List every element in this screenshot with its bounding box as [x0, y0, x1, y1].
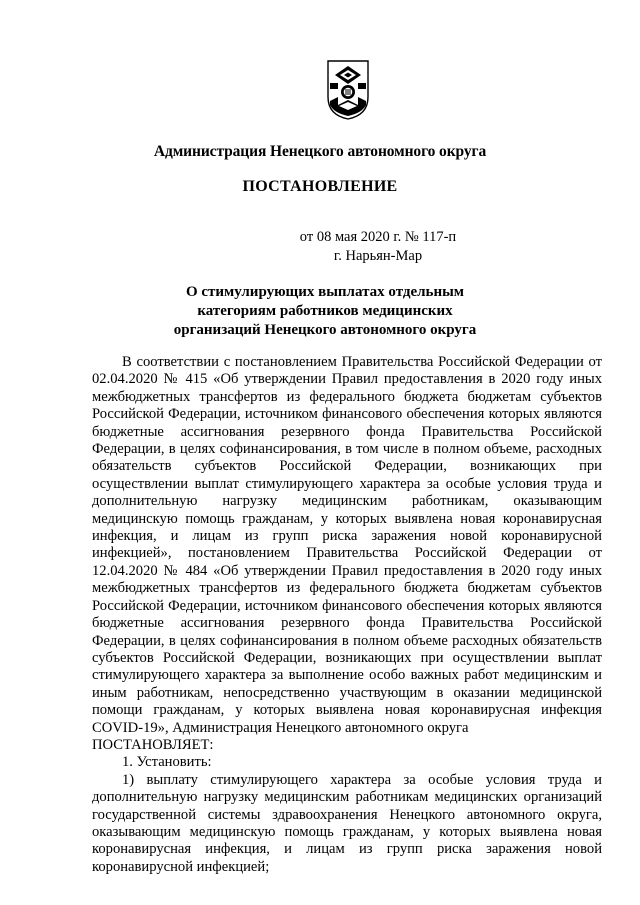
document-type: ПОСТАНОВЛЕНИЕ: [242, 178, 398, 195]
item-1-1: 1) выплату стимулирующего характера за особые условия труда и дополнительную нагрузку медицинским работникам медицинских организаций государственной системы здравоохранения Ненецкого автономного округа, оказывающим медицинскую помощь гражданам, у которых выявлена новая коронавирусная инфекция, и лицам из групп риска заражения новой коронавирусной инфекцией;: [92, 771, 602, 875]
item-1: 1. Установить:: [122, 754, 212, 771]
document-subject: [5, 283, 640, 340]
subject-line: категориям работников медицинских: [197, 303, 453, 319]
subject-line: организаций Ненецкого автономного округа: [173, 322, 477, 338]
resolves-heading: ПОСТАНОВЛЯЕТ:: [92, 736, 214, 753]
preamble-paragraph: В соответствии с постановлением Правительства Российской Федерации от 02.04.2020 № 415 «Об утверждении Правил предоставления в 2020 году иных межбюджетных трансфертов из федерального бюджета бюджетам субъектов Российской Федерации, источником финансового обеспечения которых являются бюджетные ассигнования резервного фонда Правительства Российской Федерации, в целях софинансирования, в том числе в полном объеме, расходных обязательств субъектов Российской Федерации, возникающих при осуществлении выплат стимулирующего характера за особые условия труда и дополнительную нагрузку медицинским работникам, оказывающим медицинскую помощь гражданам, у которых выявлена новая коронавирусная инфекция, и лицам из групп риска заражения новой коронавирусной инфекцией», постановлением Правительства Российской Федерации от 12.04.2020 № 484 «Об утверждении Правил предоставления в 2020 году иных межбюджетных трансфертов из федерального бюджета бюджетам субъектов Российской Федерации, источником финансового обеспечения которых являются бюджетные ассигнования резервного фонда Правительства Российской Федерации, в целях софинансирования в полном объеме расходных обязательств субъектов Российской Федерации, возникающих при осуществлении выплат стимулирующего характера за выполнение особо важных работ медицинским и иным работникам, непосредственно участвующим в оказании медицинской помощи гражданам, у которых выявлена новая коронавирусная инфекция COVID-19», Администрация Ненецкого автономного округа: [92, 354, 602, 736]
city: г. Нарьян-Мар: [333, 248, 423, 264]
date-number: от 08 мая 2020 г. № 117-п: [299, 229, 457, 245]
subject-line: О стимулирующих выплатах отдельным: [185, 284, 465, 300]
coat-of-arms-emblem: [326, 59, 370, 121]
document-body: [92, 354, 602, 876]
organization-title: Администрация Ненецкого автономного округа: [153, 143, 487, 160]
